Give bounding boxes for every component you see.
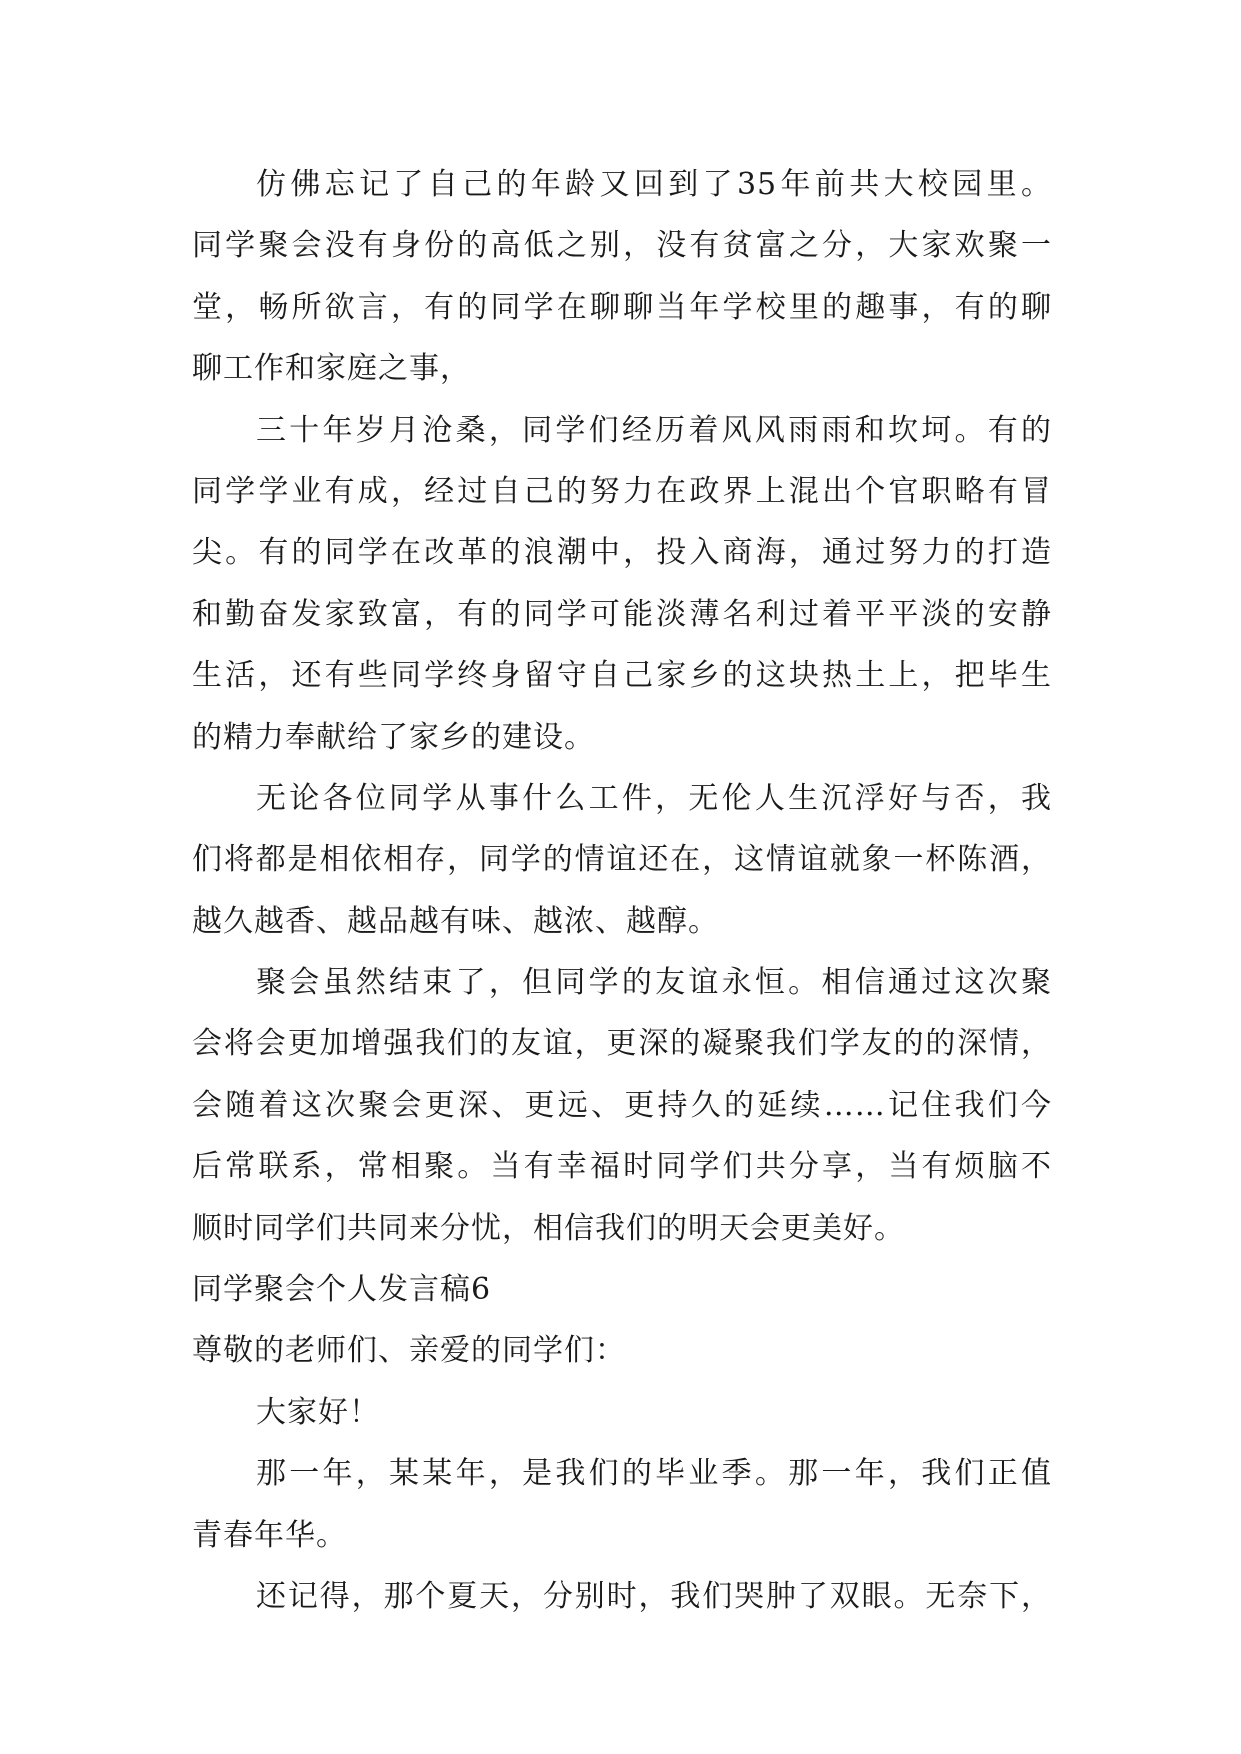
- text-line: 聚会虽然结束了，但同学的友谊永恒。相信通过这次聚: [256, 965, 1052, 1001]
- text-line: 仿佛忘记了自己的年龄又回到了35年前共大校园里。: [256, 167, 1052, 202]
- text-line: 那一年，某某年，是我们的毕业季。那一年，我们正值: [256, 1456, 1052, 1492]
- text-line: 尖。有的同学在改革的浪潮中，投入商海，通过努力的打造: [192, 535, 1052, 571]
- text-line: 堂，畅所欲言，有的同学在聊聊当年学校里的趣事，有的聊: [192, 289, 1052, 325]
- paragraph: [192, 400, 1052, 768]
- greeting-text: 大家好！: [256, 1394, 380, 1430]
- salutation: [192, 1320, 1052, 1381]
- text-line: 还记得，那个夏天，分别时，我们哭肿了双眼。无奈下，: [256, 1578, 1052, 1614]
- document-body: [192, 154, 1052, 1627]
- text-line: 同学学业有成，经过自己的努力在政界上混出个官职略有冒: [192, 473, 1052, 509]
- paragraph: [192, 1566, 1052, 1627]
- text-line: 越久越香、越品越有味、越浓、越醇。: [192, 903, 719, 939]
- text-line: 后常联系，常相聚。当有幸福时同学们共分享，当有烦脑不: [192, 1149, 1052, 1185]
- text-line: 生活，还有些同学终身留守自己家乡的这块热土上，把毕生: [192, 658, 1052, 694]
- heading-text: 同学聚会个人发言稿6: [192, 1272, 492, 1308]
- text-line: 青春年华。: [192, 1517, 347, 1553]
- text-line: 和勤奋发家致富，有的同学可能淡薄名利过着平平淡的安静: [192, 596, 1052, 632]
- text-line: 无论各位同学从事什么工件，无伦人生沉浮好与否，我: [256, 780, 1052, 816]
- paragraph: [192, 154, 1052, 400]
- text-line: 的精力奉献给了家乡的建设。: [192, 719, 595, 755]
- paragraph: [192, 1443, 1052, 1566]
- text-line: 会随着这次聚会更深、更远、更持久的延续……记住我们今: [192, 1087, 1052, 1123]
- salutation-text: 尊敬的老师们、亲爱的同学们：: [192, 1333, 626, 1369]
- text-line: 三十年岁月沧桑，同学们经历着风风雨雨和坎坷。有的: [256, 412, 1052, 448]
- text-line: 会将会更加增强我们的友谊，更深的凝聚我们学友的的深情，: [192, 1026, 1052, 1062]
- paragraph: [192, 952, 1052, 1259]
- text-line: 顺时同学们共同来分忧，相信我们的明天会更美好。: [192, 1210, 905, 1246]
- paragraph: [192, 768, 1052, 952]
- text-line: 同学聚会没有身份的高低之别，没有贫富之分，大家欢聚一: [192, 228, 1052, 264]
- text-line: 们将都是相依相存，同学的情谊还在，这情谊就象一杯陈酒，: [192, 842, 1052, 878]
- greeting: [192, 1382, 1052, 1443]
- section-heading: [192, 1259, 1052, 1320]
- text-line: 聊工作和家庭之事，: [192, 351, 471, 387]
